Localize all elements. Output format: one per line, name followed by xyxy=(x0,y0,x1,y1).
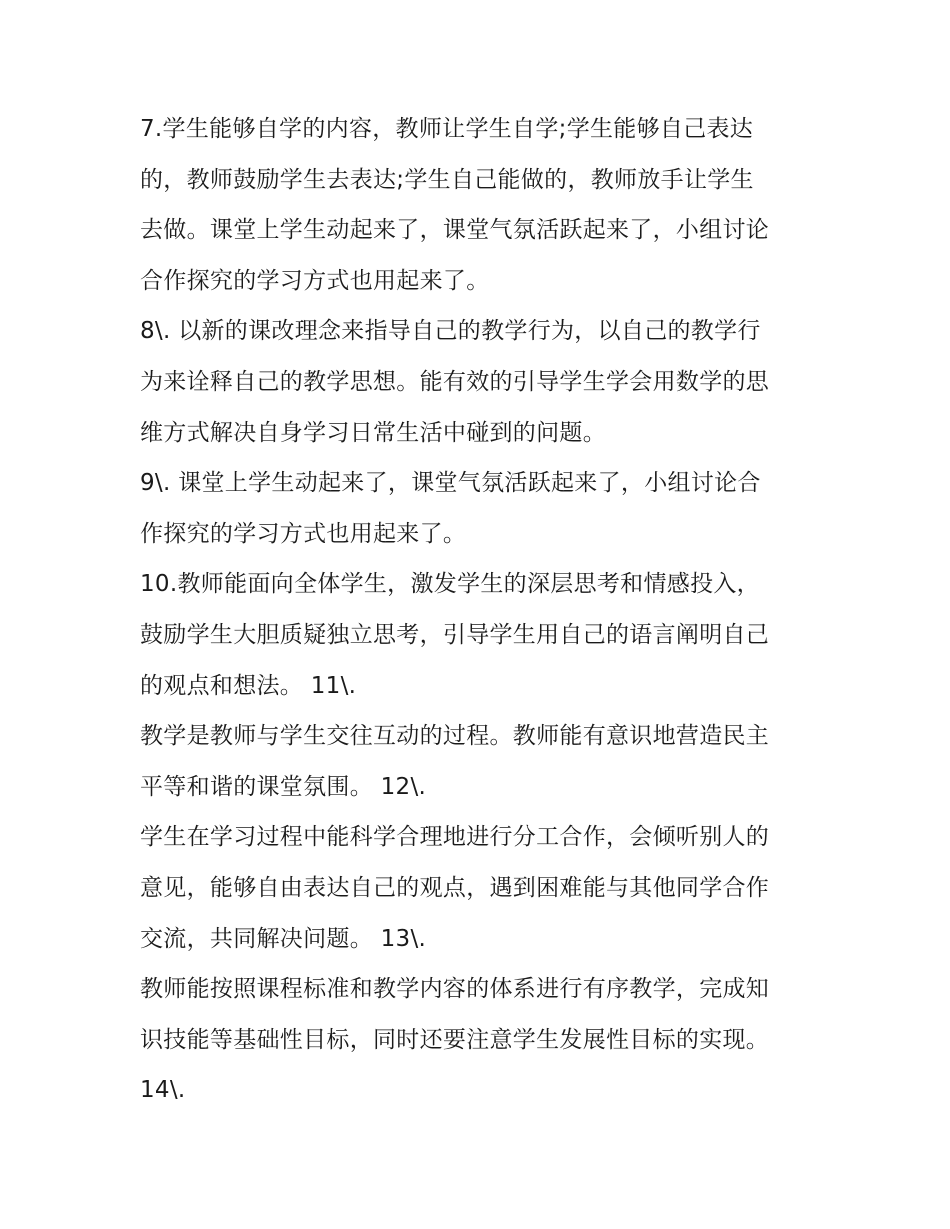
text-line: 合作探究的学习方式也用起来了。 xyxy=(140,267,490,294)
text-line: 的观点和想法。 11\. xyxy=(140,672,357,699)
text-line: 7.学生能够自学的内容，教师让学生自学;学生能够自己表达 xyxy=(140,116,754,142)
text-line: 10.教师能面向全体学生，激发学生的深层思考和情感投入， xyxy=(140,571,760,598)
text-line: 为来诠释自己的教学思想。能有效的引导学生学会用数学的思 xyxy=(140,368,770,395)
text-line: 作探究的学习方式也用起来了。 xyxy=(140,520,467,547)
text-line: 教师能按照课程标准和教学内容的体系进行有序教学，完成知 xyxy=(140,976,770,1003)
text-line: 维方式解决自身学习日常生活中碰到的问题。 xyxy=(140,419,606,446)
text-line: 的，教师鼓励学生去表达;学生自己能做的，教师放手让学生 xyxy=(140,166,754,193)
text-line: 9\. 课堂上学生动起来了，课堂气氛活跃起来了，小组讨论合 xyxy=(140,470,761,497)
text-line: 14\. xyxy=(140,1077,186,1104)
text-line: 意见，能够自由表达自己的观点，遇到困难能与其他同学合作 xyxy=(140,874,770,901)
text-line: 去做。课堂上学生动起来了，课堂气氛活跃起来了，小组讨论 xyxy=(140,217,770,244)
text-line: 学生在学习过程中能科学合理地进行分工合作，会倾听别人的 xyxy=(140,824,770,851)
text-line: 平等和谐的课堂氛围。 12\. xyxy=(140,773,427,800)
text-line: 交流，共同解决问题。 13\. xyxy=(140,925,427,952)
text-line: 8\. 以新的课改理念来指导自己的教学行为，以自己的教学行 xyxy=(140,318,761,345)
text-line: 鼓励学生大胆质疑独立思考，引导学生用自己的语言阐明自己 xyxy=(140,621,770,648)
text-line: 教学是教师与学生交往互动的过程。教师能有意识地营造民主 xyxy=(140,723,770,750)
text-line: 识技能等基础性目标，同时还要注意学生发展性目标的实现。 xyxy=(140,1026,770,1053)
document-body xyxy=(140,104,820,1116)
